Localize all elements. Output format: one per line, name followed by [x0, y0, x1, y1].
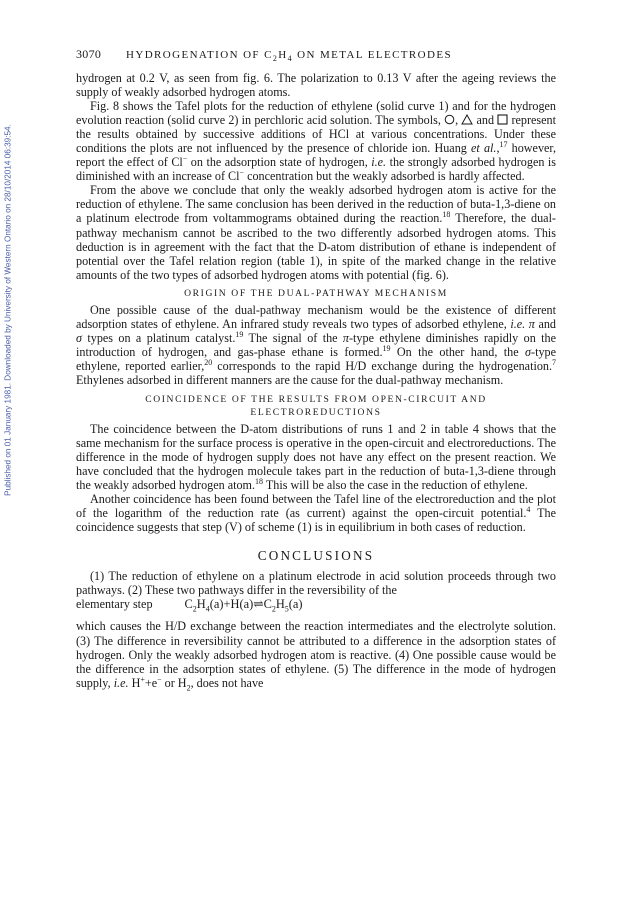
paragraph-6: Another coincidence has been found between the Tafel line of the electroreduction and the plot of the logarithm of the reduction rate (as current) against the open-circuit potential.$^4$ The coincidence suggests that step (V) of scheme (1) is in equilibrium in both cases of reduction.: [76, 492, 556, 535]
paragraph-3: From the above we conclude that only the weakly adsorbed hydrogen atom is active for the reduction of ethylene. The same conclusion has been derived in the reduction of buta-1,3-diene on a platinum electrode from voltammograms obtained during the reaction.$^{18}$ Therefore, the dual-pathway mechanism cannot be ascribed to the two differently adsorbed hydrogen atoms. This deduction is in agreement with the fact that the D-atom distribution of ethane is independent of potential over the Tafel relation region (table 1), in spite of the marked change in the relative amounts of the two types of adsorbed hydrogen atoms with potential (fig. 6).: [76, 183, 556, 282]
paragraph-7: (1) The reduction of ethylene on a platinum electrode in acid solution proceeds through two pathways. (2) These two pathways differ in the reversibility of the: [76, 569, 556, 598]
equation-line: [76, 597, 556, 619]
running-title: HYDROGENATION OF $C_2H_4$ ON METAL ELECTRODES: [126, 49, 452, 64]
page: [76, 47, 556, 693]
page-header: [76, 47, 556, 65]
square-symbol-icon: [497, 114, 508, 125]
paragraph-2: Fig. 8 shows the Tafel plots for the reduction of ethylene (solid curve 1) and for the hydrogen evolution reaction (solid curve 2) in perchloric acid solution. The symbols, , and represent the results obtained by successive additions of HCl at various concentrations. Under these conditions the plots are not influenced by the presence of chloride ion. Huang et al.,$^{17}$ however, report the effect of Cl− on the adsorption state of hydrogen, i.e. the strongly adsorbed hydrogen is diminished with an increase of Cl− concentration but the weakly adsorbed is hardly affected.: [76, 99, 556, 184]
download-stamp-text: Published on 01 January 1981. Downloaded by University of Western Ontario on 28/10/2014 06:39:54.: [3, 124, 13, 496]
paragraph-8: which causes the H/D exchange between the reaction intermediates and the electrolyte solution. (3) The difference in reversibility cannot be attributed to a difference in the adsorption states of hydrogen. Only the weakly adsorbed hydrogen atom is reactive. (4) One possible cause would be the difference in the adsorption states of ethylene. (5) The difference in the mode of hydrogen supply, i.e. H++e− or $H_2$, does not have: [76, 619, 556, 693]
equation: $C_2H_4(a)+H(a)\rightleftharpoons C_2H_5(a)$: [184, 597, 303, 614]
paragraph-4: One possible cause of the dual-pathway mechanism would be the existence of different adsorption states of ethylene. An infrared study reveals two types of adsorbed ethylene, i.e. π and σ types on a platinum catalyst.$^{19}$ The signal of the π-type ethylene diminishes rapidly on the introduction of hydrogen, and gas-phase ethane is formed.$^{19}$ On the other hand, the σ-type ethylene, reported earlier,$^{20}$ corresponds to the rapid H/D exchange during the hydrogenation.$^7$ Ethylenes adsorbed in different manners are the cause for the dual-pathway mechanism.: [76, 302, 556, 387]
circle-symbol-icon: [444, 114, 455, 125]
download-stamp: [0, 0, 16, 620]
page-number: 3070: [76, 47, 102, 61]
triangle-symbol-icon: [461, 114, 473, 125]
paragraph-1: hydrogen at 0.2 V, as seen from fig. 6. The polarization to 0.13 V after the ageing reviews the supply of weakly adsorbed hydrogen atoms.: [76, 71, 556, 100]
section-heading-coincidence: COINCIDENCE OF THE RESULTS FROM OPEN-CIRCUIT AND ELECTROREDUCTIONS: [145, 393, 487, 418]
conclusions-heading: CONCLUSIONS: [257, 548, 375, 564]
section-heading-origin: ORIGIN OF THE DUAL-PATHWAY MECHANISM: [184, 287, 448, 299]
paragraph-5: The coincidence between the D-atom distributions of runs 1 and 2 in table 4 shows that the same mechanism for the surface process is operative in the open-circuit and electroreductions. The difference in the mode of hydrogen supply does not have any effect on the present reaction. We have concluded that the hydrogen molecule takes part in the reduction of buta-1,3-diene through the weakly adsorbed hydrogen atom.$^{18}$ This will be also the case in the reduction of ethylene.: [76, 421, 556, 493]
equation-lead-text: elementary step: [76, 597, 153, 612]
body-text: [76, 71, 556, 693]
